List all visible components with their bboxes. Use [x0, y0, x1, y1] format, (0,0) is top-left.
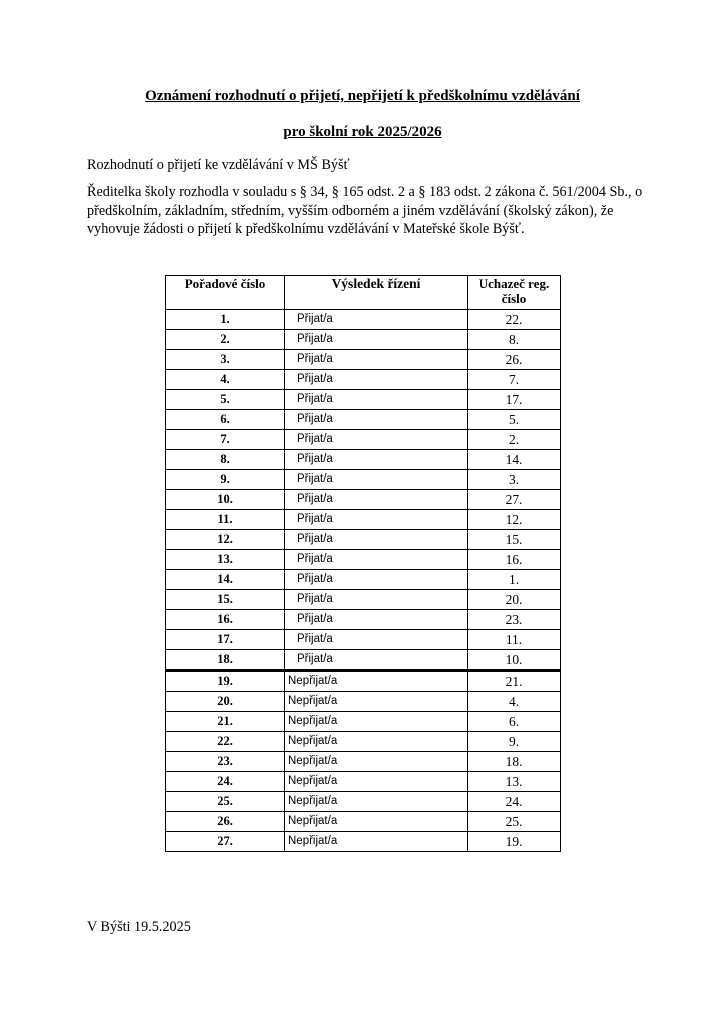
order-number-cell: 5. — [166, 390, 285, 410]
result-cell: Přijat/a — [285, 450, 468, 470]
order-number-cell: 18. — [166, 650, 285, 671]
table-row — [166, 550, 561, 570]
registration-number-cell: 27. — [468, 490, 561, 510]
result-cell: Přijat/a — [285, 470, 468, 490]
header-order-number: Pořadové číslo — [166, 276, 285, 310]
table-row — [166, 752, 561, 772]
result-cell: Přijat/a — [285, 610, 468, 630]
order-number-cell: 8. — [166, 450, 285, 470]
result-cell: Přijat/a — [285, 410, 468, 430]
result-cell: Přijat/a — [285, 570, 468, 590]
registration-number-cell: 20. — [468, 590, 561, 610]
registration-number-cell: 12. — [468, 510, 561, 530]
document-subtitle: pro školní rok 2025/2026 — [283, 124, 442, 140]
order-number-cell: 12. — [166, 530, 285, 550]
table-row — [166, 510, 561, 530]
result-cell: Přijat/a — [285, 310, 468, 330]
registration-number-cell: 16. — [468, 550, 561, 570]
order-number-cell: 11. — [166, 510, 285, 530]
registration-number-cell: 21. — [468, 671, 561, 692]
order-number-cell: 3. — [166, 350, 285, 370]
order-number-cell: 16. — [166, 610, 285, 630]
table-row — [166, 712, 561, 732]
order-number-cell: 26. — [166, 812, 285, 832]
table-row — [166, 772, 561, 792]
registration-number-cell: 24. — [468, 792, 561, 812]
table-row — [166, 330, 561, 350]
result-cell: Nepřijat/a — [285, 772, 468, 792]
order-number-cell: 27. — [166, 832, 285, 852]
result-cell: Nepřijat/a — [285, 732, 468, 752]
table-row — [166, 570, 561, 590]
order-number-cell: 13. — [166, 550, 285, 570]
result-cell: Nepřijat/a — [285, 671, 468, 692]
table-row — [166, 530, 561, 550]
result-cell: Přijat/a — [285, 350, 468, 370]
table-row — [166, 671, 561, 692]
registration-number-cell: 5. — [468, 410, 561, 430]
result-cell: Přijat/a — [285, 430, 468, 450]
result-cell: Přijat/a — [285, 550, 468, 570]
order-number-cell: 4. — [166, 370, 285, 390]
registration-number-cell: 15. — [468, 530, 561, 550]
table-row — [166, 732, 561, 752]
result-cell: Přijat/a — [285, 390, 468, 410]
registration-number-cell: 9. — [468, 732, 561, 752]
order-number-cell: 17. — [166, 630, 285, 650]
table-row — [166, 832, 561, 852]
result-cell: Přijat/a — [285, 590, 468, 610]
registration-number-cell: 1. — [468, 570, 561, 590]
registration-number-cell: 17. — [468, 390, 561, 410]
order-number-cell: 23. — [166, 752, 285, 772]
document-title: Oznámení rozhodnutí o přijetí, nepřijetí k předškolnímu vzdělávání — [145, 88, 580, 104]
registration-number-cell: 22. — [468, 310, 561, 330]
order-number-cell: 14. — [166, 570, 285, 590]
registration-number-cell: 4. — [468, 692, 561, 712]
order-number-cell: 10. — [166, 490, 285, 510]
result-cell: Nepřijat/a — [285, 832, 468, 852]
result-cell: Nepřijat/a — [285, 692, 468, 712]
registration-number-cell: 7. — [468, 370, 561, 390]
order-number-cell: 20. — [166, 692, 285, 712]
registration-number-cell: 11. — [468, 630, 561, 650]
registration-number-cell: 25. — [468, 812, 561, 832]
registration-number-cell: 26. — [468, 350, 561, 370]
table-row — [166, 692, 561, 712]
order-number-cell: 6. — [166, 410, 285, 430]
order-number-cell: 2. — [166, 330, 285, 350]
result-cell: Přijat/a — [285, 650, 468, 671]
result-cell: Nepřijat/a — [285, 812, 468, 832]
table-row — [166, 310, 561, 330]
table-row — [166, 610, 561, 630]
registration-number-cell: 6. — [468, 712, 561, 732]
order-number-cell: 15. — [166, 590, 285, 610]
intro-paragraph: Rozhodnutí o přijetí ke vzdělávání v MŠ Býšť — [87, 157, 350, 173]
table-row — [166, 490, 561, 510]
header-result: Výsledek řízení — [285, 276, 468, 310]
header-registration-number: Uchazeč reg. číslo — [468, 276, 561, 310]
table-row — [166, 410, 561, 430]
registration-number-cell: 23. — [468, 610, 561, 630]
order-number-cell: 19. — [166, 671, 285, 692]
registration-number-cell: 14. — [468, 450, 561, 470]
registration-number-cell: 19. — [468, 832, 561, 852]
order-number-cell: 22. — [166, 732, 285, 752]
table-body — [166, 310, 561, 852]
registration-number-cell: 2. — [468, 430, 561, 450]
place-date: V Býšti 19.5.2025 — [87, 919, 191, 935]
result-cell: Nepřijat/a — [285, 752, 468, 772]
result-cell: Přijat/a — [285, 630, 468, 650]
table-row — [166, 370, 561, 390]
table-row — [166, 812, 561, 832]
registration-number-cell: 10. — [468, 650, 561, 671]
table-row — [166, 350, 561, 370]
result-cell: Přijat/a — [285, 330, 468, 350]
order-number-cell: 1. — [166, 310, 285, 330]
table-row — [166, 450, 561, 470]
result-cell: Nepřijat/a — [285, 712, 468, 732]
order-number-cell: 7. — [166, 430, 285, 450]
order-number-cell: 24. — [166, 772, 285, 792]
table-row — [166, 792, 561, 812]
registration-number-cell: 3. — [468, 470, 561, 490]
table-row — [166, 390, 561, 410]
table-row — [166, 430, 561, 450]
result-cell: Přijat/a — [285, 370, 468, 390]
decision-paragraph: Ředitelka školy rozhodla v souladu s § 34, § 165 odst. 2 a § 183 odst. 2 zákona č. 561/2004 Sb., o předškolním, základním, středním, vyšším odborném a jiném vzdělávání (školský zákon), že vyhovuje žádosti o přijetí k předškolnímu vzdělávání v Mateřské škole Býšť. — [87, 184, 643, 237]
table-header-row — [166, 276, 561, 310]
order-number-cell: 21. — [166, 712, 285, 732]
order-number-cell: 9. — [166, 470, 285, 490]
table-row — [166, 470, 561, 490]
table-row — [166, 590, 561, 610]
table-row — [166, 650, 561, 671]
registration-number-cell: 8. — [468, 330, 561, 350]
result-cell: Přijat/a — [285, 490, 468, 510]
results-table — [165, 275, 561, 852]
order-number-cell: 25. — [166, 792, 285, 812]
registration-number-cell: 13. — [468, 772, 561, 792]
result-cell: Přijat/a — [285, 530, 468, 550]
result-cell: Nepřijat/a — [285, 792, 468, 812]
result-cell: Přijat/a — [285, 510, 468, 530]
table-row — [166, 630, 561, 650]
registration-number-cell: 18. — [468, 752, 561, 772]
